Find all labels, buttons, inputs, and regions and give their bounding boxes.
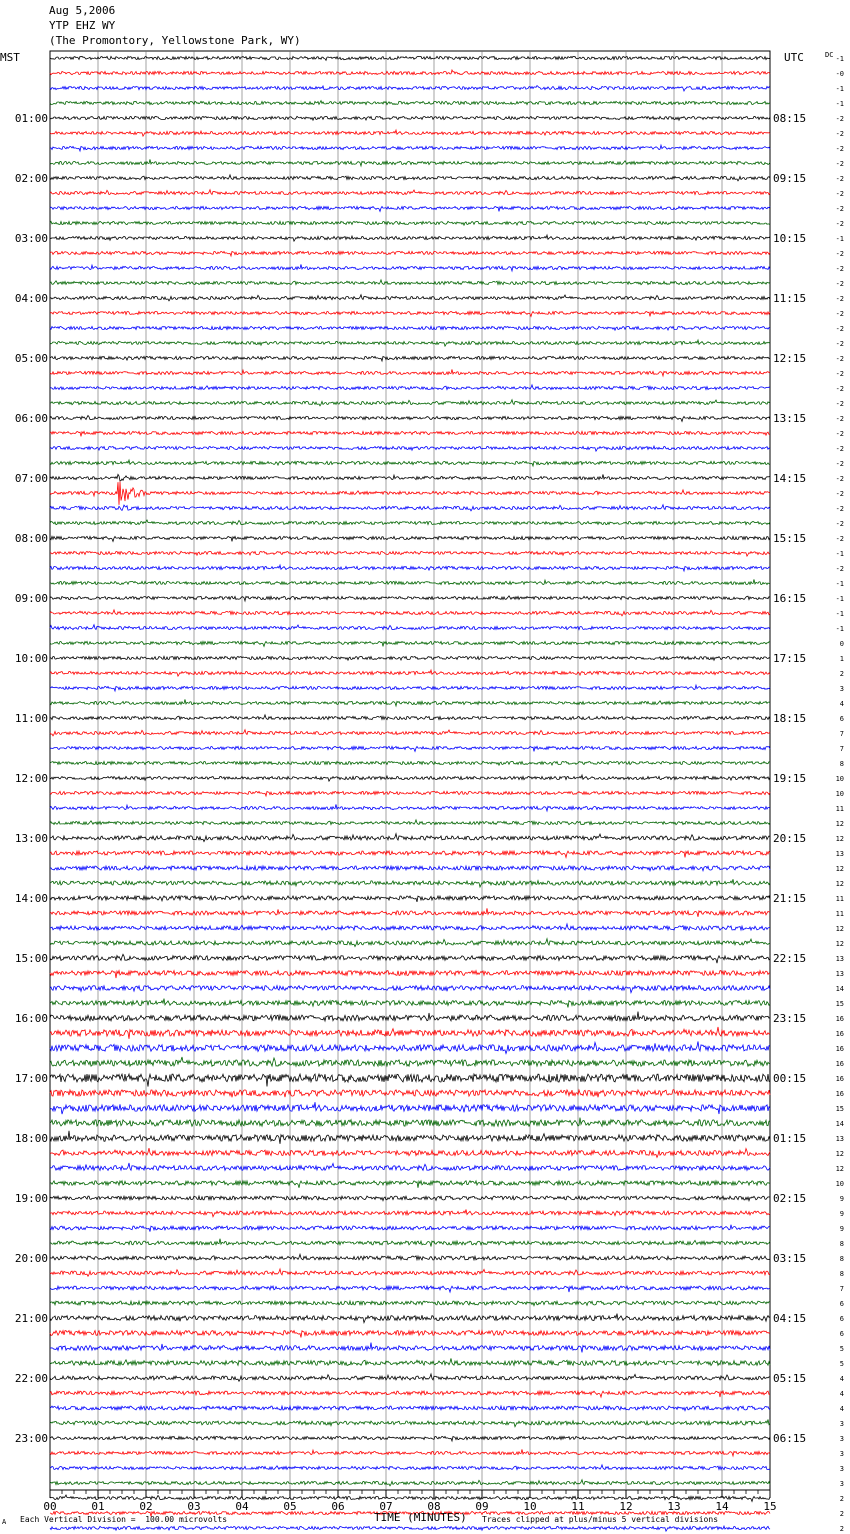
trace-line [50, 1286, 770, 1292]
utc-hour-label: 18:15 [773, 712, 807, 725]
scale-note: Each Vertical Division = 100.00 microvolts [20, 1515, 228, 1524]
trace-line [50, 761, 770, 765]
dc-offset-label: 5 [839, 1345, 844, 1353]
x-axis-title: TIME (MINUTES) [374, 1511, 467, 1524]
trace-line [50, 641, 770, 646]
dc-offset-label: 7 [839, 1285, 844, 1293]
dc-offset-label: 6 [839, 1300, 844, 1308]
trace-line [50, 1449, 770, 1456]
trace-line [50, 1027, 770, 1039]
trace-line [50, 746, 770, 751]
trace-line [50, 1163, 770, 1170]
trace-line [50, 985, 770, 992]
trace-line [50, 908, 770, 917]
dc-offset-label: 4 [839, 1390, 844, 1398]
dc-offset-label: -2 [835, 340, 844, 348]
dc-offset-label: 15 [835, 1000, 844, 1008]
trace-line [50, 551, 770, 556]
trace-line [50, 954, 770, 963]
mst-hour-label: 03:00 [14, 232, 48, 245]
mst-hour-label: 02:00 [14, 172, 48, 185]
mst-axis-label: MST [0, 51, 20, 64]
dc-offset-label: 3 [839, 1480, 844, 1488]
mst-hour-label: 16:00 [14, 1012, 48, 1025]
trace-line [50, 1041, 770, 1053]
dc-offset-label: -2 [835, 445, 844, 453]
x-tick-label: 05 [283, 1500, 297, 1513]
dc-offset-label: 12 [835, 1165, 844, 1173]
mst-hour-label: 07:00 [14, 472, 48, 485]
utc-hour-label: 05:15 [773, 1372, 807, 1385]
dc-offset-label: -2 [835, 355, 844, 363]
trace-line [50, 460, 770, 466]
mst-hour-label: 20:00 [14, 1252, 48, 1265]
mst-hour-label: 19:00 [14, 1192, 48, 1205]
dc-offset-label: -2 [835, 130, 844, 138]
x-tick-label: 04 [235, 1500, 249, 1513]
dc-offset-label: -2 [835, 220, 844, 228]
mst-hour-label: 01:00 [14, 112, 48, 125]
trace-line [50, 775, 770, 781]
utc-hour-label: 02:15 [773, 1192, 807, 1205]
dc-offset-label: 2 [839, 1510, 844, 1518]
trace-line [50, 385, 770, 390]
x-tick-label: 01 [91, 1500, 105, 1513]
trace-line [50, 295, 770, 301]
trace-line [50, 1181, 770, 1188]
trace-line [50, 340, 770, 346]
utc-hour-label: 20:15 [773, 832, 807, 845]
dc-offset-label: -0 [835, 70, 844, 78]
trace-line [50, 70, 770, 75]
trace-line [50, 1012, 770, 1021]
utc-hour-label: 21:15 [773, 892, 807, 905]
utc-hour-label: 09:15 [773, 172, 807, 185]
utc-hour-label: 08:15 [773, 112, 807, 125]
trace-line [50, 86, 770, 91]
trace-line [50, 536, 770, 541]
dc-offset-label: 15 [835, 1105, 844, 1113]
utc-axis-label: UTC [784, 51, 804, 64]
dc-offset-label: -2 [835, 385, 844, 393]
dc-offset-label: -2 [835, 460, 844, 468]
x-tick-label: 02 [139, 1500, 153, 1513]
utc-hour-label: 01:15 [773, 1132, 807, 1145]
trace-line [50, 1314, 770, 1323]
trace-line [50, 1254, 770, 1260]
dc-offset-label: 8 [839, 1240, 844, 1248]
dc-offset-label: -2 [835, 520, 844, 528]
trace-line [50, 820, 770, 825]
trace-line [50, 699, 770, 706]
dc-offset-label: -2 [835, 565, 844, 573]
x-tick-label: 03 [187, 1500, 201, 1513]
dc-offset-label: 12 [835, 865, 844, 873]
dc-offset-label: -2 [835, 370, 844, 378]
dc-offset-label: -1 [835, 580, 844, 588]
trace-line [50, 235, 770, 241]
mst-hour-label: 13:00 [14, 832, 48, 845]
mst-hour-label: 09:00 [14, 592, 48, 605]
trace-line [50, 175, 770, 181]
trace-line [50, 879, 770, 887]
trace-line [50, 625, 770, 630]
dc-offset-label: -2 [835, 430, 844, 438]
dc-offset-label: 2 [839, 670, 844, 678]
mst-hour-label: 21:00 [14, 1312, 48, 1325]
x-tick-label: 00 [43, 1500, 57, 1513]
utc-hour-label: 03:15 [773, 1252, 807, 1265]
trace-line [50, 1225, 770, 1232]
mst-hour-label: 05:00 [14, 352, 48, 365]
trace-line [50, 431, 770, 436]
trace-line [50, 670, 770, 676]
mst-hour-label: 08:00 [14, 532, 48, 545]
trace-line [50, 369, 770, 376]
trace-line [50, 924, 770, 930]
trace-line [50, 311, 770, 316]
x-tick-label: 11 [571, 1500, 585, 1513]
mst-hour-label: 18:00 [14, 1132, 48, 1145]
trace-line [50, 851, 770, 858]
dc-offset-label: 12 [835, 940, 844, 948]
x-tick-label: 09 [475, 1500, 489, 1513]
dc-offset-label: -2 [835, 190, 844, 198]
utc-hour-label: 16:15 [773, 592, 807, 605]
dc-offset-label: 3 [839, 1420, 844, 1428]
trace-line [50, 145, 770, 151]
dc-offset-label: 12 [835, 880, 844, 888]
dc-offset-label: 12 [835, 925, 844, 933]
trace-line [50, 1343, 770, 1353]
dc-offset-label: 10 [835, 775, 844, 783]
trace-line [50, 730, 770, 736]
dc-offset-label: 14 [835, 1120, 844, 1128]
trace-line [50, 866, 770, 871]
dc-offset-label: 11 [835, 910, 844, 918]
station-code: YTP EHZ WY [49, 19, 116, 32]
mst-hour-label: 10:00 [14, 652, 48, 665]
dc-offset-label: 5 [839, 1360, 844, 1368]
trace-line [50, 565, 770, 571]
dc-offset-label: -1 [835, 100, 844, 108]
mst-hour-label: 11:00 [14, 712, 48, 725]
dc-offset-label: -2 [835, 175, 844, 183]
trace-line [50, 1057, 770, 1066]
dc-offset-label: -2 [835, 160, 844, 168]
x-tick-label: 07 [379, 1500, 393, 1513]
dc-offset-label: 3 [839, 685, 844, 693]
mst-hour-label: 15:00 [14, 952, 48, 965]
trace-line [50, 834, 770, 842]
dc-offset-label: 14 [835, 985, 844, 993]
trace-line [50, 482, 770, 505]
trace-line [50, 1465, 770, 1470]
dc-offset-label: 9 [839, 1195, 844, 1203]
dc-offset-label: -1 [835, 85, 844, 93]
trace-line [50, 656, 770, 660]
utc-hour-label: 12:15 [773, 352, 807, 365]
trace-line [50, 190, 770, 195]
trace-line [50, 610, 770, 616]
dc-offset-label: 3 [839, 1435, 844, 1443]
dc-offset-label: 12 [835, 835, 844, 843]
utc-hour-label: 06:15 [773, 1432, 807, 1445]
utc-hour-label: 19:15 [773, 772, 807, 785]
trace-line [50, 1331, 770, 1338]
trace-line [50, 1131, 770, 1144]
dc-offset-label: 3 [839, 1450, 844, 1458]
dc-offset-label: 2 [839, 1495, 844, 1503]
dc-column-label: DC [825, 51, 834, 59]
trace-line [50, 685, 770, 691]
trace-line [50, 1301, 770, 1306]
trace-line [50, 1210, 770, 1217]
trace-line [50, 896, 770, 902]
trace-line [50, 159, 770, 166]
dc-offset-label: 12 [835, 820, 844, 828]
dc-offset-label: 8 [839, 1255, 844, 1263]
dc-offset-label: -2 [835, 205, 844, 213]
mst-hour-label: 17:00 [14, 1072, 48, 1085]
plot-date: Aug 5,2006 [49, 4, 116, 17]
utc-hour-label: 04:15 [773, 1312, 807, 1325]
utc-hour-label: 15:15 [773, 532, 807, 545]
trace-line [50, 596, 770, 601]
trace-line [50, 1118, 770, 1127]
dc-offset-label: 4 [839, 1405, 844, 1413]
trace-line [50, 1148, 770, 1157]
trace-line [50, 1436, 770, 1441]
dc-offset-label: -1 [835, 235, 844, 243]
dc-offset-label: 11 [835, 805, 844, 813]
utc-hour-label: 14:15 [773, 472, 807, 485]
dc-offset-label: 6 [839, 1330, 844, 1338]
dc-offset-label: 16 [835, 1075, 844, 1083]
dc-offset-label: 13 [835, 970, 844, 978]
x-tick-label: 08 [427, 1500, 441, 1513]
trace-line [50, 939, 770, 947]
dc-offset-label: -1 [835, 595, 844, 603]
x-tick-label: 06 [331, 1500, 345, 1513]
utc-hour-label: 00:15 [773, 1072, 807, 1085]
utc-hour-label: 13:15 [773, 412, 807, 425]
utc-hour-label: 22:15 [773, 952, 807, 965]
dc-offset-label: 3 [839, 1465, 844, 1473]
trace-line [50, 221, 770, 225]
clip-note: Traces clipped at plus/minus 5 vertical divisions [482, 1515, 719, 1524]
trace-line [50, 971, 770, 979]
trace-line [50, 1269, 770, 1276]
dc-offset-label: -2 [835, 265, 844, 273]
dc-offset-label: 6 [839, 715, 844, 723]
trace-line [50, 400, 770, 406]
dc-offset-label: 10 [835, 1180, 844, 1188]
dc-offset-label: 6 [839, 1315, 844, 1323]
dc-offset-label: 2 [839, 1525, 844, 1533]
trace-line [50, 715, 770, 720]
dc-offset-label: -2 [835, 280, 844, 288]
trace-line [50, 264, 770, 271]
dc-offset-label: 4 [839, 1375, 844, 1383]
trace-line [50, 206, 770, 211]
trace-line [50, 1526, 770, 1531]
dc-offset-label: -2 [835, 325, 844, 333]
dc-offset-label: -2 [835, 250, 844, 258]
station-location: (The Promontory, Yellowstone Park, WY) [49, 34, 301, 47]
trace-line [50, 579, 770, 584]
trace-line [50, 280, 770, 285]
trace-line [50, 804, 770, 811]
dc-offset-label: 16 [835, 1060, 844, 1068]
trace-line [50, 474, 770, 481]
dc-offset-label: -1 [835, 55, 844, 63]
dc-offset-label: 7 [839, 745, 844, 753]
dc-offset-label: -2 [835, 505, 844, 513]
x-tick-label: 14 [715, 1500, 729, 1513]
trace-line [50, 505, 770, 511]
dc-offset-label: 8 [839, 1270, 844, 1278]
dc-offset-label: -2 [835, 115, 844, 123]
utc-hour-label: 10:15 [773, 232, 807, 245]
trace-line [50, 1239, 770, 1247]
dc-offset-label: -2 [835, 310, 844, 318]
dc-offset-label: 13 [835, 1135, 844, 1143]
dc-offset-label: 9 [839, 1225, 844, 1233]
dc-offset-label: -1 [835, 610, 844, 618]
dc-offset-label: 13 [835, 850, 844, 858]
mst-hour-label: 06:00 [14, 412, 48, 425]
trace-line [50, 1102, 770, 1114]
dc-offset-label: -2 [835, 295, 844, 303]
trace-line [50, 251, 770, 256]
dc-offset-label: -2 [835, 145, 844, 153]
dc-offset-label: 10 [835, 790, 844, 798]
trace-line [50, 791, 770, 796]
mst-hour-label: 12:00 [14, 772, 48, 785]
trace-line [50, 416, 770, 422]
trace-line [50, 56, 770, 60]
trace-line [50, 1090, 770, 1098]
trace-line [50, 520, 770, 525]
dc-offset-label: -2 [835, 535, 844, 543]
dc-offset-label: -2 [835, 400, 844, 408]
dc-offset-label: 0 [839, 640, 844, 648]
dc-offset-label: 16 [835, 1030, 844, 1038]
x-tick-label: 15 [763, 1500, 777, 1513]
mst-hour-label: 14:00 [14, 892, 48, 905]
trace-line [50, 1420, 770, 1427]
x-tick-label: 13 [667, 1500, 681, 1513]
trace-line [50, 326, 770, 330]
mst-hour-label: 23:00 [14, 1432, 48, 1445]
dc-offset-label: -1 [835, 550, 844, 558]
utc-hour-label: 11:15 [773, 292, 807, 305]
trace-line [50, 1074, 770, 1087]
dc-offset-label: 9 [839, 1210, 844, 1218]
trace-line [50, 1196, 770, 1201]
trace-line [50, 1358, 770, 1365]
dc-offset-label: 4 [839, 700, 844, 708]
dc-offset-label: 12 [835, 1150, 844, 1158]
trace-line [50, 116, 770, 120]
utc-hour-label: 23:15 [773, 1012, 807, 1025]
dc-offset-label: -1 [835, 625, 844, 633]
trace-line [50, 1480, 770, 1486]
trace-line [50, 101, 770, 105]
utc-hour-label: 17:15 [773, 652, 807, 665]
trace-line [50, 1495, 770, 1501]
dc-offset-label: 16 [835, 1090, 844, 1098]
trace-line [50, 1374, 770, 1381]
trace-line [50, 356, 770, 361]
mst-hour-label: 22:00 [14, 1372, 48, 1385]
trace-line [50, 130, 770, 136]
dc-offset-label: 16 [835, 1045, 844, 1053]
dc-offset-label: 11 [835, 895, 844, 903]
trace-line [50, 999, 770, 1008]
dc-offset-label: -2 [835, 490, 844, 498]
mst-hour-label: 04:00 [14, 292, 48, 305]
footer-mark: A [2, 1518, 7, 1526]
trace-line [50, 1391, 770, 1397]
x-tick-label: 10 [523, 1500, 537, 1513]
x-tick-label: 12 [619, 1500, 633, 1513]
dc-offset-label: -2 [835, 475, 844, 483]
trace-line [50, 446, 770, 451]
dc-offset-label: 13 [835, 955, 844, 963]
dc-offset-label: -2 [835, 415, 844, 423]
dc-offset-label: 1 [839, 655, 844, 663]
dc-offset-label: 16 [835, 1015, 844, 1023]
dc-offset-label: 7 [839, 730, 844, 738]
dc-offset-label: 8 [839, 760, 844, 768]
trace-line [50, 1406, 770, 1411]
